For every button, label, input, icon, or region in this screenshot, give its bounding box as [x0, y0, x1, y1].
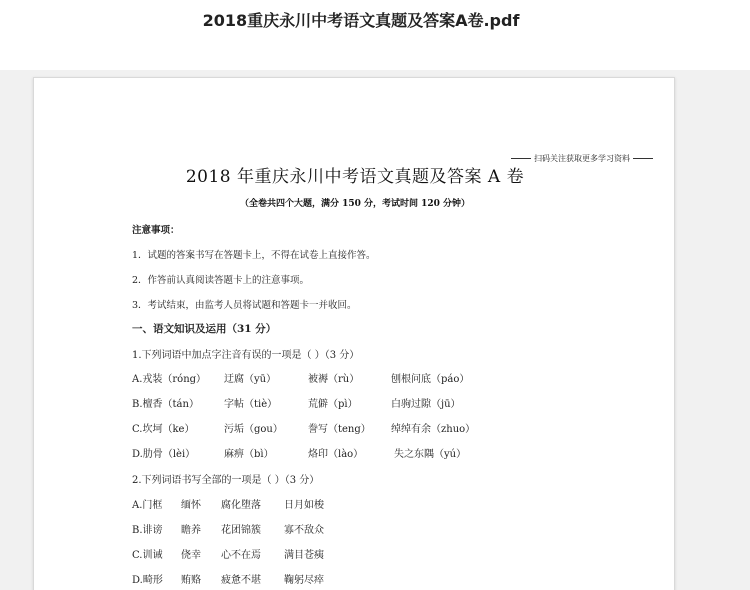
option-cell: 鞠躬尽瘁 [284, 575, 324, 586]
option-cell: 污垢（gou） [224, 424, 283, 435]
section-heading: 一、语文知识及运用（31 分） [132, 323, 277, 335]
option-cell: 花团锦簇 [221, 525, 261, 536]
option-cell: 贿赂 [181, 575, 201, 586]
option-cell: 被褥（rù） [308, 374, 360, 385]
header-rule-right [633, 158, 653, 159]
pdf-page [33, 77, 675, 590]
option-cell: 瞻养 [181, 525, 201, 536]
option-cell: A.门框 [132, 500, 163, 511]
header-rule-left [511, 158, 531, 159]
header-note-text: 扫码关注获取更多学习资料 [534, 154, 630, 163]
notice-item: 3．考试结束，由监考人员将试题和答题卡一并收回。 [132, 300, 357, 311]
option-cell: 侥幸 [181, 550, 201, 561]
option-cell: D.肋骨（lèi） [132, 449, 196, 460]
option-cell: 麻痹（bì） [224, 449, 274, 460]
option-cell: C.坎坷（ke） [132, 424, 195, 435]
option-cell: B.诽谤 [132, 525, 163, 536]
option-cell: D.畸形 [132, 575, 163, 586]
option-cell: 腐化堕落 [221, 500, 261, 511]
question-stem: 2.下列词语书写全部的一项是（ ）（3 分） [132, 475, 320, 486]
notice-item: 1．试题的答案书写在答题卡上，不得在试卷上直接作答。 [132, 250, 376, 261]
option-cell: 字帖（tiè） [224, 399, 278, 410]
notice-item: 2．作答前认真阅读答题卡上的注意事项。 [132, 275, 310, 286]
option-cell: C.训诫 [132, 550, 163, 561]
option-cell: A.戎装（róng） [132, 374, 207, 385]
option-cell: 荒僻（pì） [308, 399, 358, 410]
option-cell: 白驹过隙（jū） [391, 399, 461, 410]
question-stem: 1.下列词语中加点字注音有误的一项是（ ）（3 分） [132, 350, 360, 361]
option-cell: 刨根问底（páo） [391, 374, 470, 385]
option-cell: 缅怀 [181, 500, 201, 511]
option-cell: 绰绰有余（zhuo） [391, 424, 476, 435]
option-cell: 日月如梭 [284, 500, 324, 511]
viewer-toolbar [0, 0, 750, 70]
option-cell: 烙印（lào） [308, 449, 364, 460]
file-title: 2018重庆永川中考语文真题及答案A卷.pdf [202, 11, 520, 30]
notice-heading: 注意事项： [132, 225, 180, 236]
option-cell: 疲惫不堪 [221, 575, 261, 586]
option-cell: 满目苍痍 [284, 550, 324, 561]
option-cell: 寡不敌众 [284, 525, 324, 536]
option-cell: B.檀香（tán） [132, 399, 199, 410]
option-cell: 迂腐（yū） [224, 374, 277, 385]
option-cell: 心不在焉 [221, 550, 261, 561]
document-subtitle: （全卷共四个大题，满分 150 分，考试时间 120 分钟） [239, 199, 471, 209]
option-cell: 失之东隅（yú） [394, 449, 467, 460]
document-title: 2018 年重庆永川中考语文真题及答案 A 卷 [185, 167, 525, 187]
option-cell: 誊写（teng） [308, 424, 371, 435]
